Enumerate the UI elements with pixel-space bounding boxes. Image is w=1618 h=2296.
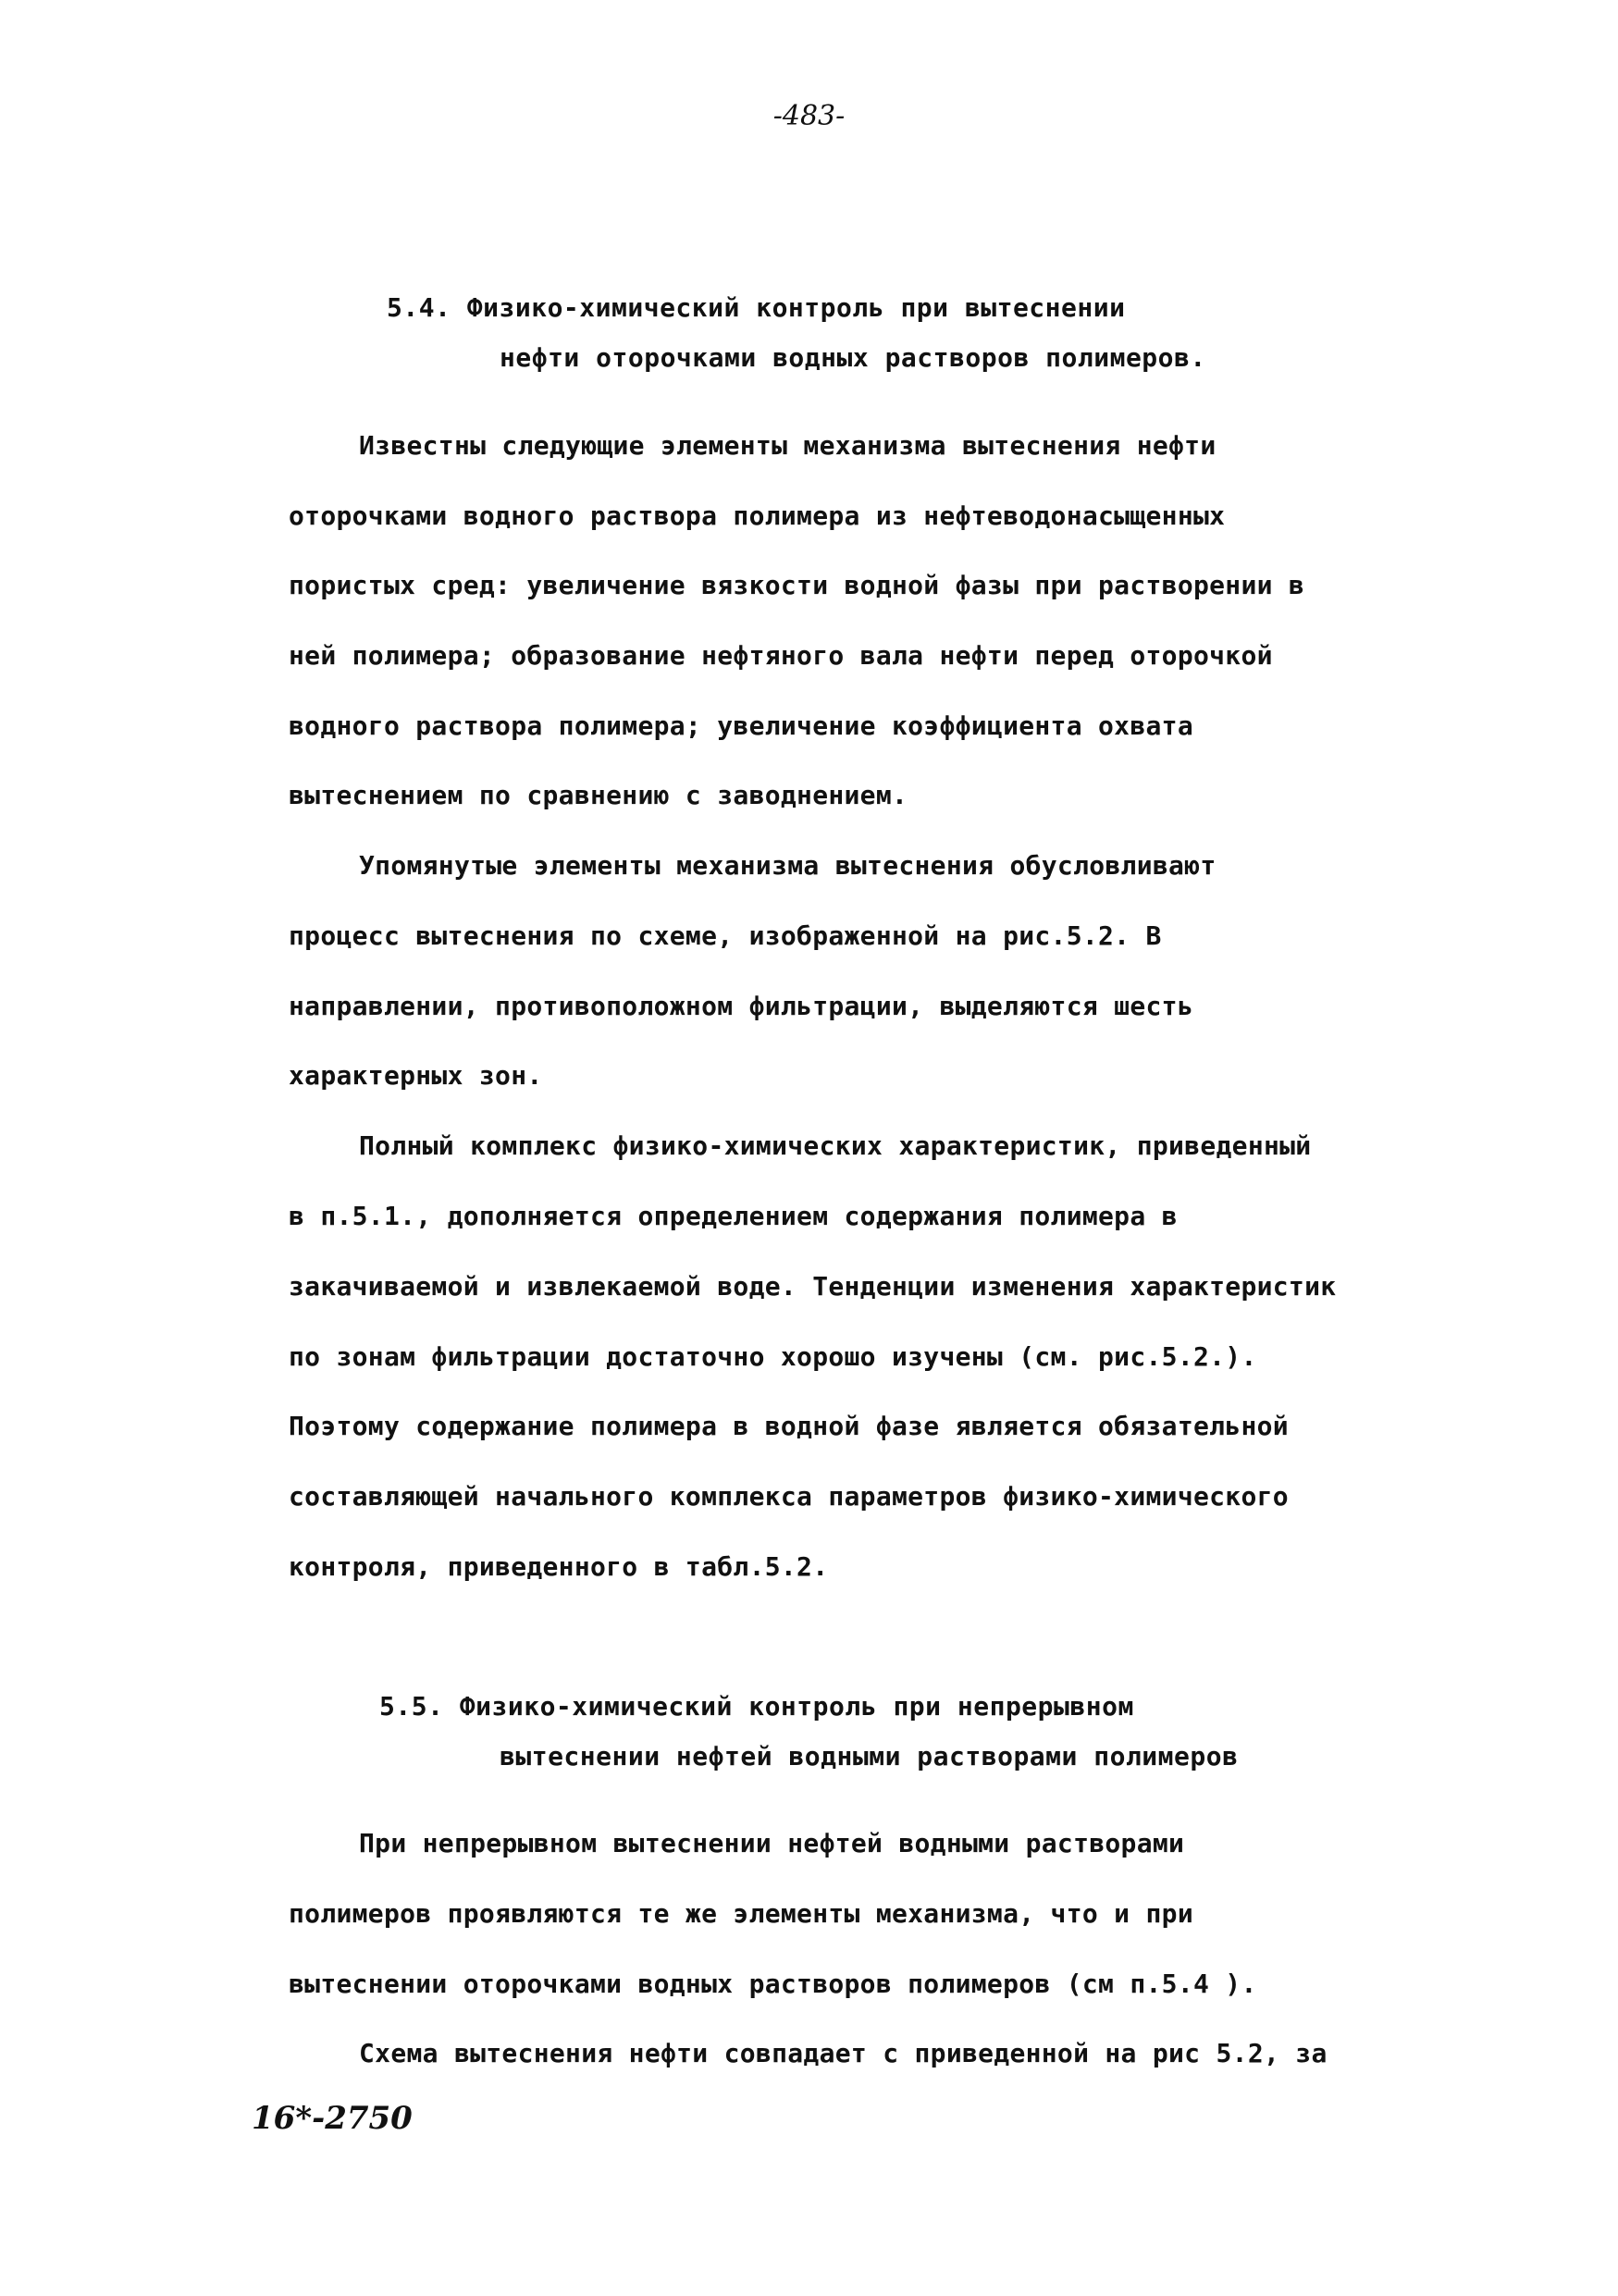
text-line: пористых сред: увеличение вязкости водной фазы при растворении в xyxy=(289,570,1305,600)
text-line: Поэтому содержание полимера в водной фазе является обязательной xyxy=(289,1411,1289,1441)
section-5-5-heading-line2: вытеснении нефтей водными растворами полимеров xyxy=(500,1741,1239,1771)
text-line: Упомянутые элементы механизма вытеснения обусловливают xyxy=(359,850,1217,881)
section-5-4-heading-line1: 5.4. Физико-химический контроль при вытеснении xyxy=(387,292,1126,323)
footer-mark: 16*-2750 xyxy=(252,2100,413,2137)
text-line: составляющей начального комплекса параметров физико-химического xyxy=(289,1481,1289,1512)
text-line: полимеров проявляются те же элементы механизма, что и при xyxy=(289,1898,1193,1929)
text-line: закачиваемой и извлекаемой воде. Тенденции изменения характеристик xyxy=(289,1271,1337,1302)
text-line: Известны следующие элементы механизма вытеснения нефти xyxy=(359,430,1217,461)
text-line: характерных зон. xyxy=(289,1060,543,1091)
text-line: по зонам фильтрации достаточно хорошо изучены (см. рис.5.2.). xyxy=(289,1341,1257,1372)
text-line: Схема вытеснения нефти совпадает с приведенной на рис 5.2, за xyxy=(359,2038,1328,2068)
section-5-4-heading-line2: нефти оторочками водных растворов полимеров. xyxy=(500,342,1206,373)
section-5-5-heading-line1: 5.5. Физико-химический контроль при непрерывном xyxy=(379,1691,1134,1722)
text-line: водного раствора полимера; увеличение коэффициента охвата xyxy=(289,710,1193,741)
text-line: вытеснением по сравнению с заводнением. xyxy=(289,780,908,810)
page-number: -483- xyxy=(772,100,846,132)
text-line: в п.5.1., дополняется определением содержания полимера в xyxy=(289,1201,1178,1231)
text-line: вытеснении оторочками водных растворов полимеров (см п.5.4 ). xyxy=(289,1969,1257,1999)
text-line: Полный комплекс физико-химических характеристик, приведенный xyxy=(359,1130,1312,1161)
text-line: ней полимера; образование нефтяного вала нефти перед оторочкой xyxy=(289,640,1273,671)
text-line: При непрерывном вытеснении нефтей водными растворами xyxy=(359,1828,1185,1858)
text-line: контроля, приведенного в табл.5.2. xyxy=(289,1551,829,1582)
text-line: оторочками водного раствора полимера из нефтеводонасыщенных xyxy=(289,500,1226,531)
text-line: процесс вытеснения по схеме, изображенной на рис.5.2. В xyxy=(289,920,1162,951)
text-line: направлении, противоположном фильтрации, выделяются шесть xyxy=(289,991,1193,1021)
